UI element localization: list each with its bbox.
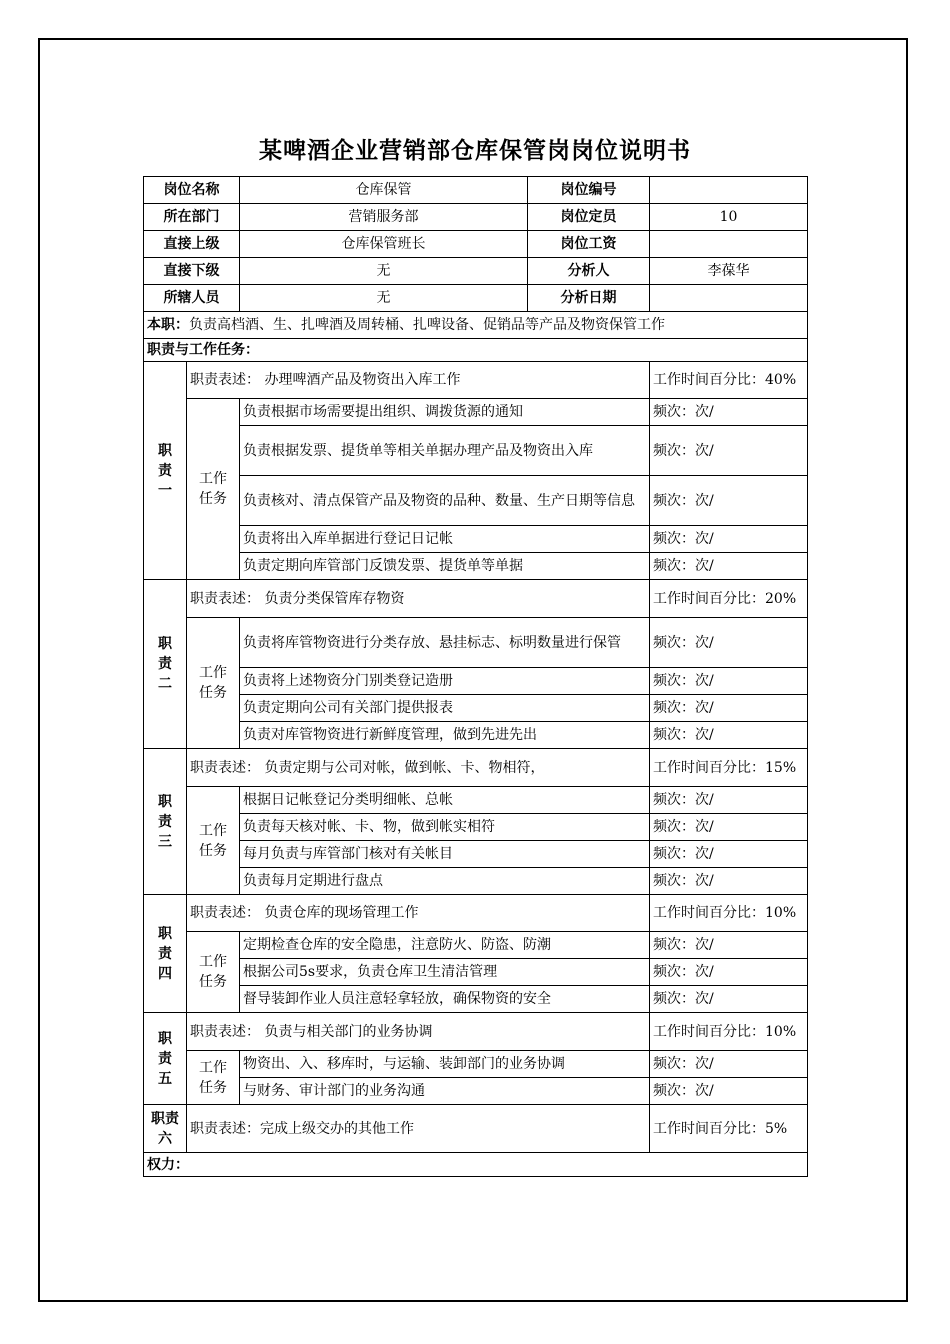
info-row: [144, 285, 808, 312]
info-row: [144, 177, 808, 204]
task-text: 物资出、入、移库时，与运输、装卸部门的业务协调: [240, 1051, 650, 1078]
task-text: 负责将上述物资分门别类登记造册: [240, 668, 650, 695]
task-text: 督导装卸作业人员注意轻拿轻放，确保物资的安全: [240, 986, 650, 1013]
task-frequency: 频次：次/: [650, 618, 808, 668]
subordinate-value: 无: [240, 258, 528, 285]
duty-name-text: 职责五: [158, 1030, 172, 1087]
task-row: [144, 618, 808, 668]
task-frequency: 频次：次/: [650, 986, 808, 1013]
task-row: [144, 1078, 808, 1105]
duty-statement: 职责表述： 负责与相关部门的业务协调: [187, 1013, 650, 1051]
info-row: [144, 204, 808, 231]
task-text: 负责每天核对帐、卡、物，做到帐实相符: [240, 814, 650, 841]
work-task-label-text: 工作任务: [199, 1059, 227, 1096]
task-frequency: 频次：次/: [650, 526, 808, 553]
work-task-label-text: 工作任务: [199, 665, 227, 701]
task-frequency: 频次：次/: [650, 695, 808, 722]
responsibilities-header-row: [144, 339, 808, 362]
task-row: [144, 722, 808, 749]
work-time-percent: 工作时间百分比：15%: [650, 749, 808, 787]
duty-name: [144, 895, 187, 1013]
task-frequency: 频次：次/: [650, 1078, 808, 1105]
work-time-percent: 工作时间百分比：5%: [650, 1105, 808, 1153]
task-frequency: 频次：次/: [650, 426, 808, 476]
task-row: [144, 426, 808, 476]
work-task-label: [187, 399, 240, 580]
duty-name: [144, 1013, 187, 1105]
task-text: 根据公司5s要求，负责仓库卫生清洁管理: [240, 959, 650, 986]
duty-statement-row: [144, 1105, 808, 1153]
task-frequency: 频次：次/: [650, 787, 808, 814]
task-frequency: 频次：次/: [650, 868, 808, 895]
post-no-label: 岗位编号: [528, 177, 650, 204]
task-row: [144, 787, 808, 814]
duty-name: [144, 362, 187, 580]
duty-name-text: 职责一: [158, 442, 172, 499]
work-task-label: [187, 1051, 240, 1105]
work-task-label: [187, 618, 240, 749]
task-row: [144, 695, 808, 722]
task-frequency: 频次：次/: [650, 932, 808, 959]
duty-statement: 职责表述： 负责定期与公司对帐，做到帐、卡、物相符，: [187, 749, 650, 787]
superior-label: 直接上级: [144, 231, 240, 258]
work-time-percent: 工作时间百分比：10%: [650, 895, 808, 932]
task-row: [144, 986, 808, 1013]
work-time-percent: 工作时间百分比：20%: [650, 580, 808, 618]
work-time-percent: 工作时间百分比：40%: [650, 362, 808, 399]
authority-label: 权力：: [144, 1153, 808, 1177]
task-text: 根据日记帐登记分类明细帐、总帐: [240, 787, 650, 814]
task-text: 每月负责与库管部门核对有关帐目: [240, 841, 650, 868]
task-row: [144, 399, 808, 426]
task-text: 负责定期向库管部门反馈发票、提货单等单据: [240, 553, 650, 580]
task-frequency: 频次：次/: [650, 722, 808, 749]
post-name-label: 岗位名称: [144, 177, 240, 204]
info-row: [144, 258, 808, 285]
task-text: 负责根据发票、提货单等相关单据办理产品及物资出入库: [240, 426, 650, 476]
task-text: 负责根据市场需要提出组织、调拨货源的通知: [240, 399, 650, 426]
task-frequency: 频次：次/: [650, 959, 808, 986]
work-task-label: [187, 787, 240, 895]
task-text: 负责每月定期进行盘点: [240, 868, 650, 895]
duty-summary-row: [144, 312, 808, 339]
task-row: [144, 868, 808, 895]
task-frequency: 频次：次/: [650, 841, 808, 868]
analysis-date-label: 分析日期: [528, 285, 650, 312]
analyst-value: 李葆华: [650, 258, 808, 285]
info-row: [144, 231, 808, 258]
duty-name-text: 职责四: [158, 925, 172, 982]
duty-statement: 职责表述： 负责仓库的现场管理工作: [187, 895, 650, 932]
duty-statement-row: [144, 895, 808, 932]
duty-name-text: 职责六: [151, 1110, 179, 1147]
task-text: 负责定期向公司有关部门提供报表: [240, 695, 650, 722]
task-row: [144, 668, 808, 695]
duty-name: [144, 1105, 187, 1153]
task-frequency: 频次：次/: [650, 668, 808, 695]
task-row: [144, 526, 808, 553]
salary-label: 岗位工资: [528, 231, 650, 258]
task-frequency: 频次：次/: [650, 1051, 808, 1078]
dept-value: 营销服务部: [240, 204, 528, 231]
duty-statement: 职责表述： 办理啤酒产品及物资出入库工作: [187, 362, 650, 399]
task-row: [144, 553, 808, 580]
work-task-label: [187, 932, 240, 1013]
analyst-label: 分析人: [528, 258, 650, 285]
duty-statement-row: [144, 362, 808, 399]
dept-label: 所在部门: [144, 204, 240, 231]
duty-statement: 职责表述：完成上级交办的其他工作: [187, 1105, 650, 1153]
post-name-value: 仓库保管: [240, 177, 528, 204]
task-frequency: 频次：次/: [650, 399, 808, 426]
work-task-label-text: 工作任务: [199, 954, 227, 990]
duty-name-text: 职责二: [158, 636, 172, 692]
task-text: 定期检查仓库的安全隐患，注意防火、防盗、防潮: [240, 932, 650, 959]
task-row: [144, 476, 808, 526]
post-no-value: [650, 177, 808, 204]
subordinate-label: 直接下级: [144, 258, 240, 285]
duty-statement-row: [144, 749, 808, 787]
duty-statement-row: [144, 580, 808, 618]
task-frequency: 频次：次/: [650, 476, 808, 526]
task-row: [144, 1051, 808, 1078]
work-task-label-text: 工作任务: [199, 471, 227, 507]
work-task-label-text: 工作任务: [199, 822, 227, 859]
task-row: [144, 959, 808, 986]
duty-name-text: 职责三: [158, 793, 172, 850]
job-description-table: [143, 176, 808, 1177]
superior-value: 仓库保管班长: [240, 231, 528, 258]
work-time-percent: 工作时间百分比：10%: [650, 1013, 808, 1051]
duty-name: [144, 580, 187, 749]
duty-summary-label: 本职：: [147, 317, 189, 333]
duty-statement-row: [144, 1013, 808, 1051]
duty-summary-cell: [144, 312, 808, 339]
quota-label: 岗位定员: [528, 204, 650, 231]
analysis-date-value: [650, 285, 808, 312]
staff-label: 所辖人员: [144, 285, 240, 312]
duty-summary-text: 负责高档酒、生、扎啤酒及周转桶、扎啤设备、促销品等产品及物资保管工作: [189, 317, 665, 333]
responsibilities-label: 职责与工作任务：: [144, 339, 808, 362]
task-text: 与财务、审计部门的业务沟通: [240, 1078, 650, 1105]
task-row: [144, 841, 808, 868]
task-text: 负责将库管物资进行分类存放、悬挂标志、标明数量进行保管: [240, 618, 650, 668]
staff-value: 无: [240, 285, 528, 312]
duty-statement: 职责表述： 负责分类保管库存物资: [187, 580, 650, 618]
task-text: 负责核对、清点保管产品及物资的品种、数量、生产日期等信息: [240, 476, 650, 526]
document-title: 某啤酒企业营销部仓库保管岗岗位说明书: [259, 138, 691, 164]
task-text: 负责对库管物资进行新鲜度管理，做到先进先出: [240, 722, 650, 749]
task-frequency: 频次：次/: [650, 814, 808, 841]
task-row: [144, 932, 808, 959]
quota-value: 10: [650, 204, 808, 231]
task-frequency: 频次：次/: [650, 553, 808, 580]
duty-name: [144, 749, 187, 895]
task-text: 负责将出入库单据进行登记日记帐: [240, 526, 650, 553]
task-row: [144, 814, 808, 841]
salary-value: [650, 231, 808, 258]
authority-row: [144, 1153, 808, 1177]
